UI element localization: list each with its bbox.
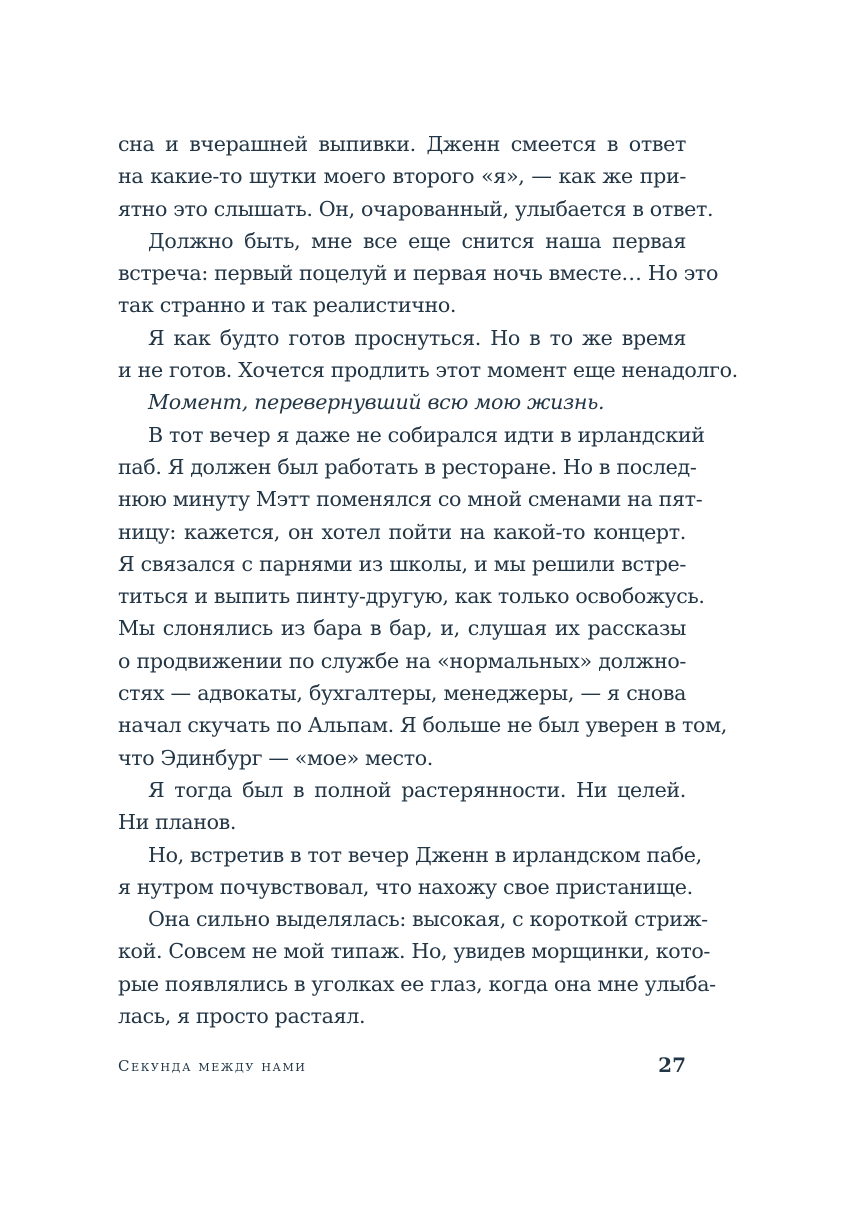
text-line: Я тогда был в полной растерянности. Ни целей. [148,777,686,802]
text-line: ятно это слышать. Он, очарованный, улыбается в ответ. [118,196,714,221]
text-line: на какие-то шутки моего второго «я», — как же при- [118,164,686,189]
text-line: что Эдинбург — «мое» место. [118,745,433,770]
text-line: ницу: кажется, он хотел пойти на какой-то концерт. [118,519,686,544]
text-line-italic: Момент, перевернувший всю мою жизнь. [148,390,605,415]
text-line: В тот вечер я даже не собирался идти в ирландский [148,422,705,447]
text-line: Я связался с парнями из школы, и мы решили встре- [118,551,686,576]
page-number: 27 [658,1053,686,1077]
running-title: Секунда между нами [118,1057,307,1075]
text-line: Ни планов. [118,810,237,835]
text-line: рые появлялись в уголках ее глаз, когда она мне улыба- [118,971,716,996]
text-line: кой. Совсем не мой типаж. Но, увидев морщинки, кото- [118,939,711,964]
text-line: лась, я просто растаял. [118,1004,366,1029]
text-line: стях — адвокаты, бухгалтеры, менеджеры, — я снова [118,681,686,706]
text-line: Но, встретив в тот вечер Дженн в ирландском пабе, [148,842,702,867]
text-line: и не готов. Хочется продлить этот момент еще ненадолго. [118,358,738,383]
text-line: Мы слонялись из бара в бар, и, слушая их рассказы [118,616,686,641]
text-line: начал скучать по Альпам. Я больше не был уверен в том, [118,713,727,738]
text-line: Она сильно выделялась: высокая, с короткой стриж- [148,907,708,932]
text-line: нюю минуту Мэтт поменялся со мной сменами на пят- [118,487,703,512]
text-line: сна и вчерашней выпивки. Дженн смеется в ответ [118,132,686,156]
text-line: титься и выпить пинту-другую, как только освобожусь. [118,584,705,609]
text-line: так странно и так реалистично. [118,293,457,318]
body-text [118,128,738,1032]
text-line: встреча: первый поцелуй и первая ночь вместе… Но это [118,261,719,286]
text-line: я нутром почувствовал, что нахожу свое пристанище. [118,874,693,899]
text-line: паб. Я должен был работать в ресторане. Но в послед- [118,454,697,479]
text-line: Я как будто готов проснуться. Но в то же время [148,325,686,350]
text-line: Должно быть, мне все еще снится наша первая [148,228,686,253]
text-line: о продвижении по службе на «нормальных» должно- [118,648,686,673]
